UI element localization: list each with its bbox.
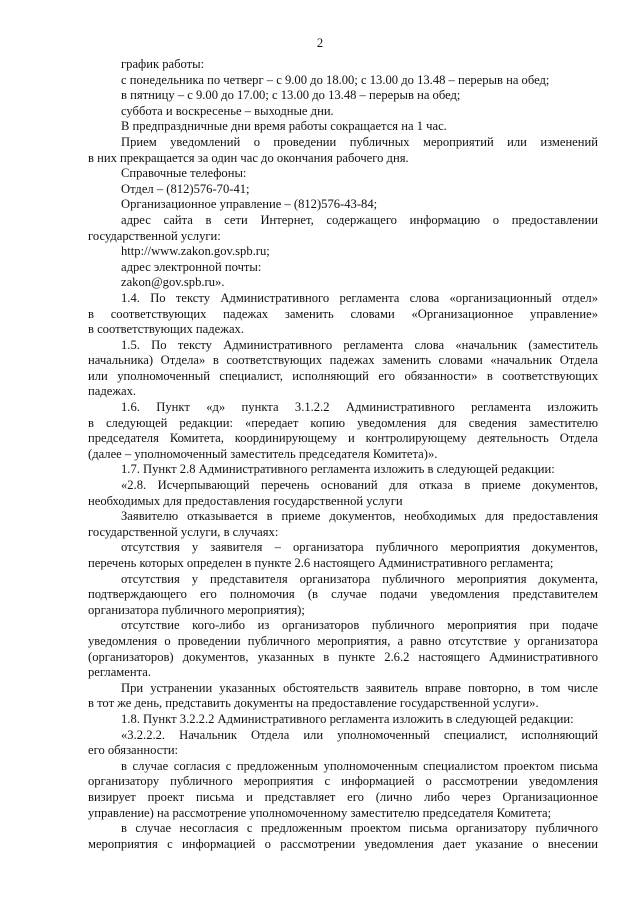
text-line: 1.6. Пункт «д» пункта 3.1.2.2 Административного регламента изложить (121, 400, 598, 415)
text-line: Справочные телефоны: (121, 166, 247, 181)
page-number: 2 (316, 36, 324, 50)
text-line: падежах. (88, 384, 137, 399)
text-line: 1.4. По тексту Административного регламента слова «организационный отдел» (121, 290, 598, 305)
text-line: Заявителю отказывается в приеме документов, необходимых для предоставления (121, 509, 598, 524)
text-line: необходимых для предоставления государственной услуги (88, 493, 403, 508)
text-line: подтверждающего его полномочия (в случае подачи уведомления представителем (88, 587, 598, 602)
text-line: его обязанности: (88, 743, 179, 758)
text-line: 1.5. По тексту Административного регламента слова «начальник (заместитель (121, 337, 598, 352)
document-body (88, 57, 598, 852)
text-line: в соответствующих падежах заменить словами «Организационное управление» (88, 306, 598, 321)
text-line: или уполномоченный специалист, исполняющий его обязанности» в соответствующих (88, 368, 598, 383)
text-line: график работы: (121, 57, 205, 71)
text-line: в соответствующих падежах. (88, 322, 244, 337)
text-line: в пятницу – с 9.00 до 17.00; с 13.00 до 13.48 – перерыв на обед; (121, 88, 461, 103)
text-line: управление) на рассмотрение уполномоченному заместителю председателя Комитета; (88, 805, 552, 820)
text-line: регламента. (88, 665, 151, 680)
text-line: визирует проект письма и представляет его (лично либо через Организационное (88, 789, 598, 804)
text-line: председателя Комитета, координирующему и контролирующему деятельность Отдела (88, 431, 598, 446)
text-line: отсутствия у представителя организатора публичного мероприятия документа, (121, 571, 598, 586)
text-line: отсутствия у заявителя – организатора публичного мероприятия документов, (121, 540, 598, 555)
text-line: в них прекращается за один час до окончания рабочего дня. (88, 150, 409, 165)
text-line: в тот же день, представить документы на предоставление государственной услуги». (88, 696, 539, 711)
text-line: начальника) Отдела» в соответствующих падежах заменить словами «начальник Отдела (88, 353, 598, 368)
text-line: суббота и воскресенье – выходные дни. (121, 103, 334, 118)
text-line: В предпраздничные дни время работы сокращается на 1 час. (121, 119, 447, 134)
text-line: адрес сайта в сети Интернет, содержащего информацию о предоставлении (121, 212, 598, 227)
text-line: в следующей редакции: «передает копию уведомления для сведения заместителю (88, 415, 598, 430)
text-line: (далее – уполномоченный заместитель председателя Комитета)». (88, 446, 438, 461)
text-line: перечень которых определен в пункте 2.6 настоящего Административного регламента; (88, 556, 554, 570)
text-line: http://www.zakon.gov.spb.ru; (121, 244, 270, 259)
text-line: 1.8. Пункт 3.2.2.2 Административного регламента изложить в следующей редакции: (121, 711, 574, 726)
text-line: адрес электронной почты: (121, 259, 262, 274)
text-line: Прием уведомлений о проведении публичных мероприятий или изменений (121, 134, 598, 149)
text-line: в случае согласия с предложенным уполномоченным специалистом проектом письма (121, 758, 598, 773)
text-line: zakon@gov.spb.ru». (121, 275, 225, 290)
text-line: государственной услуги, в случаях: (88, 524, 279, 539)
text-line: организатора публичного мероприятия); (88, 602, 305, 617)
text-line: Организационное управление – (812)576-43-84; (121, 197, 378, 212)
text-line: отсутствие кого-либо из организаторов публичного мероприятия при подаче (121, 618, 598, 633)
text-line: с понедельника по четверг – с 9.00 до 18.00; с 13.00 до 13.48 – перерыв на обед; (121, 72, 550, 87)
text-line: государственной услуги: (88, 228, 221, 243)
text-line: 1.7. Пункт 2.8 Административного регламента изложить в следующей редакции: (121, 462, 555, 477)
text-line: «2.8. Исчерпывающий перечень оснований для отказа в приеме документов, (121, 478, 598, 493)
text-line: уведомления о проведении публичного мероприятия, а равно отсутствие у организатора (88, 633, 598, 648)
text-line: Отдел – (812)576-70-41; (121, 181, 250, 196)
text-line: в случае несогласия с предложенным проектом письма организатору публичного (121, 821, 598, 836)
text-line: организатору публичного мероприятия с информацией о рассмотрении уведомления (88, 774, 598, 789)
text-line: (организаторов) документов, указанных в пункте 2.6.2 настоящего Административного (88, 649, 598, 664)
text-line: «3.2.2.2. Начальник Отдела или уполномоченный специалист, исполняющий (121, 727, 598, 742)
text-line: мероприятия с информацией о рассмотрении уведомления дает указание о внесении (88, 836, 598, 851)
text-line: При устранении указанных обстоятельств заявитель вправе повторно, в том числе (121, 680, 598, 695)
